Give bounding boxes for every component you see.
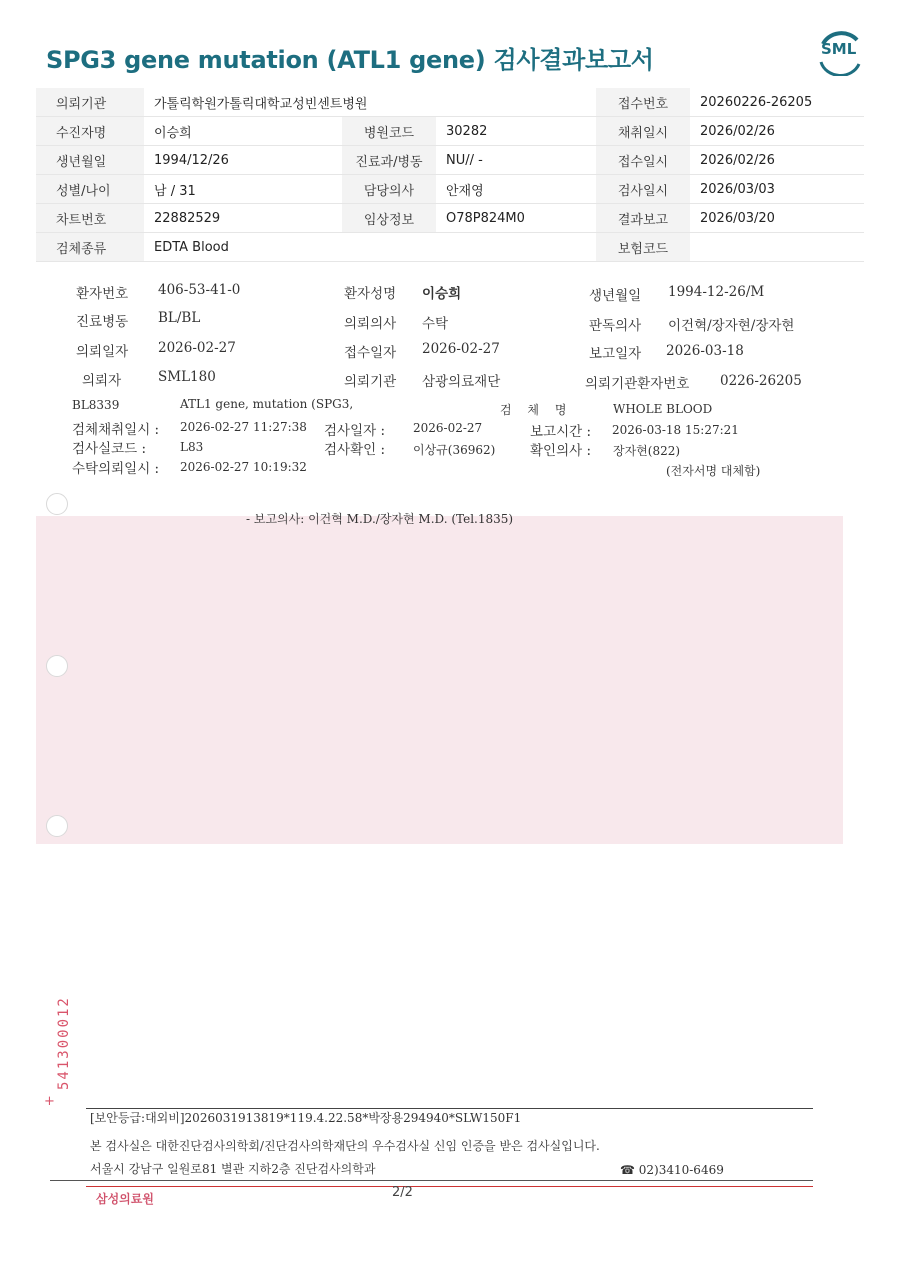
scan-test-confirm-label: 검사확인 : xyxy=(324,442,386,458)
scan-collect-label: 검체채취일시 : xyxy=(72,422,160,438)
scan-ward: BL/BL xyxy=(158,310,201,326)
label-specimen-type: 검체종류 xyxy=(36,233,144,262)
scan-patient-name: 이승희 xyxy=(422,286,462,302)
value-requesting-org: 가톨릭학원가톨릭대학교성빈센트병원 xyxy=(144,88,596,117)
label-department: 진료과/병동 xyxy=(342,146,436,175)
label-requesting-org: 의뢰기관 xyxy=(36,88,144,117)
value-clinical-info: O78P824M0 xyxy=(436,204,596,233)
label-test-date: 검사일시 xyxy=(596,175,690,204)
punch-hole xyxy=(46,815,68,837)
label-sex-age: 성별/나이 xyxy=(36,175,144,204)
scan-ward-label: 진료병동 xyxy=(76,314,129,330)
label-hospital-code: 병원코드 xyxy=(342,117,436,146)
scan-req-date: 2026-02-27 xyxy=(158,340,236,356)
scan-reading-doctor-label: 판독의사 xyxy=(589,318,642,334)
value-receipt-no: 20260226-26205 xyxy=(690,88,864,117)
scan-test-code: BL8339 xyxy=(72,398,120,412)
report-title: SPG3 gene mutation (ATL1 gene) 검사결과보고서 xyxy=(46,46,654,74)
scan-consign: 2026-02-27 10:19:32 xyxy=(180,460,307,474)
scan-lab-code-label: 검사실코드 : xyxy=(72,441,147,457)
scan-req-org-patient-no: 0226-26205 xyxy=(720,373,802,389)
scan-specimen-label: 검 체 명 xyxy=(500,403,573,417)
value-doctor: 안재영 xyxy=(436,175,596,204)
red-divider xyxy=(86,1186,813,1187)
info-row xyxy=(36,88,864,117)
value-hospital-code: 30282 xyxy=(436,117,596,146)
value-chart-no: 22882529 xyxy=(144,204,342,233)
scan-req-date-label: 의뢰일자 xyxy=(76,344,129,360)
label-patient-name: 수진자명 xyxy=(36,117,144,146)
label-receipt-date: 접수일시 xyxy=(596,146,690,175)
scan-patient-no: 406-53-41-0 xyxy=(158,282,241,298)
scan-receipt-date: 2026-02-27 xyxy=(422,341,500,357)
value-insurance-code xyxy=(690,233,864,262)
pink-result-area xyxy=(36,516,843,844)
vertical-serial-number: 541300012 xyxy=(56,996,72,1090)
scan-patient-name-label: 환자성명 xyxy=(344,286,397,302)
value-receipt-date: 2026/02/26 xyxy=(690,146,864,175)
label-result-report: 결과보고 xyxy=(596,204,690,233)
value-sex-age: 남 / 31 xyxy=(144,175,342,204)
scan-req-org: 삼광의료재단 xyxy=(422,374,501,390)
punch-hole xyxy=(46,493,68,515)
page-number: 2/2 xyxy=(392,1185,413,1200)
scan-specimen: WHOLE BLOOD xyxy=(613,402,713,416)
label-collection-date: 채취일시 xyxy=(596,117,690,146)
scan-test-confirm: 이상규(36962) xyxy=(413,443,496,457)
label-receipt-no: 접수번호 xyxy=(596,88,690,117)
hospital-name: 삼성의료원 xyxy=(96,1192,154,1206)
phone-number: ☎ 02)3410-6469 xyxy=(620,1163,724,1177)
scan-test-date-label: 검사일자 : xyxy=(324,423,386,439)
label-clinical-info: 임상정보 xyxy=(342,204,436,233)
scan-report-date-label: 보고일자 xyxy=(589,346,642,362)
scan-report-time: 2026-03-18 15:27:21 xyxy=(612,423,739,437)
value-test-date: 2026/03/03 xyxy=(690,175,864,204)
scan-req-org-patient-no-label: 의뢰기관환자번호 xyxy=(585,376,690,392)
scan-req-doctor-label: 의뢰의사 xyxy=(344,316,397,332)
scan-requester-label: 의뢰자 xyxy=(82,373,122,389)
label-chart-no: 차트번호 xyxy=(36,204,144,233)
scan-esign-note: (전자서명 대체함) xyxy=(666,464,761,478)
scan-report-time-label: 보고시간 : xyxy=(530,424,592,440)
scan-test-date: 2026-02-27 xyxy=(413,421,483,435)
value-department: NU// - xyxy=(436,146,596,175)
serial-plus-icon: + xyxy=(44,1094,55,1109)
label-birth: 생년월일 xyxy=(36,146,144,175)
info-row xyxy=(36,117,864,146)
scan-consign-label: 수탁의뢰일시 : xyxy=(72,461,160,477)
value-specimen-type: EDTA Blood xyxy=(144,233,596,262)
logo-text: SML xyxy=(821,40,857,58)
scan-collect: 2026-02-27 11:27:38 xyxy=(180,420,307,434)
security-line: [보안등급:대외비]2026031913819*119.4.22.58*박장용294940*SLW150F1 xyxy=(90,1111,522,1125)
patient-info-table xyxy=(36,88,864,262)
sml-logo xyxy=(815,30,865,76)
scan-patient-no-label: 환자번호 xyxy=(76,286,129,302)
scan-requester: SML180 xyxy=(158,369,216,385)
scan-test-name: ATL1 gene, mutation (SPG3, xyxy=(180,397,354,411)
label-doctor: 담당의사 xyxy=(342,175,436,204)
scan-req-doctor: 수탁 xyxy=(422,316,449,332)
scan-lab-code: L83 xyxy=(180,440,204,454)
scan-birth-label: 생년월일 xyxy=(589,288,642,304)
scan-report-doctor-line: - 보고의사: 이건혁 M.D./장자현 M.D. (Tel.1835) xyxy=(246,512,514,526)
punch-hole xyxy=(46,655,68,677)
info-row xyxy=(36,204,864,233)
value-birth: 1994/12/26 xyxy=(144,146,342,175)
address-line: 서울시 강남구 일원로81 별관 지하2층 진단검사의학과 xyxy=(90,1162,376,1176)
scan-confirm-doctor-label: 확인의사 : xyxy=(530,443,592,459)
scan-reading-doctor: 이건혁/장자현/장자현 xyxy=(668,318,795,334)
scan-confirm-doctor: 장자현(822) xyxy=(613,444,681,458)
scan-receipt-date-label: 접수일자 xyxy=(344,345,397,361)
scan-req-org-label: 의뢰기관 xyxy=(344,374,397,390)
info-row xyxy=(36,233,864,262)
certification-line: 본 검사실은 대한진단검사의학회/진단검사의학재단의 우수검사실 신임 인증을 받은 검사실입니다. xyxy=(90,1139,600,1153)
label-insurance-code: 보험코드 xyxy=(596,233,690,262)
value-patient-name: 이승희 xyxy=(144,117,342,146)
scan-birth: 1994-12-26/M xyxy=(668,284,765,300)
bottom-divider xyxy=(50,1180,813,1181)
info-row xyxy=(36,146,864,175)
value-result-report: 2026/03/20 xyxy=(690,204,864,233)
scan-report-date: 2026-03-18 xyxy=(666,343,744,359)
value-collection-date: 2026/02/26 xyxy=(690,117,864,146)
info-row xyxy=(36,175,864,204)
